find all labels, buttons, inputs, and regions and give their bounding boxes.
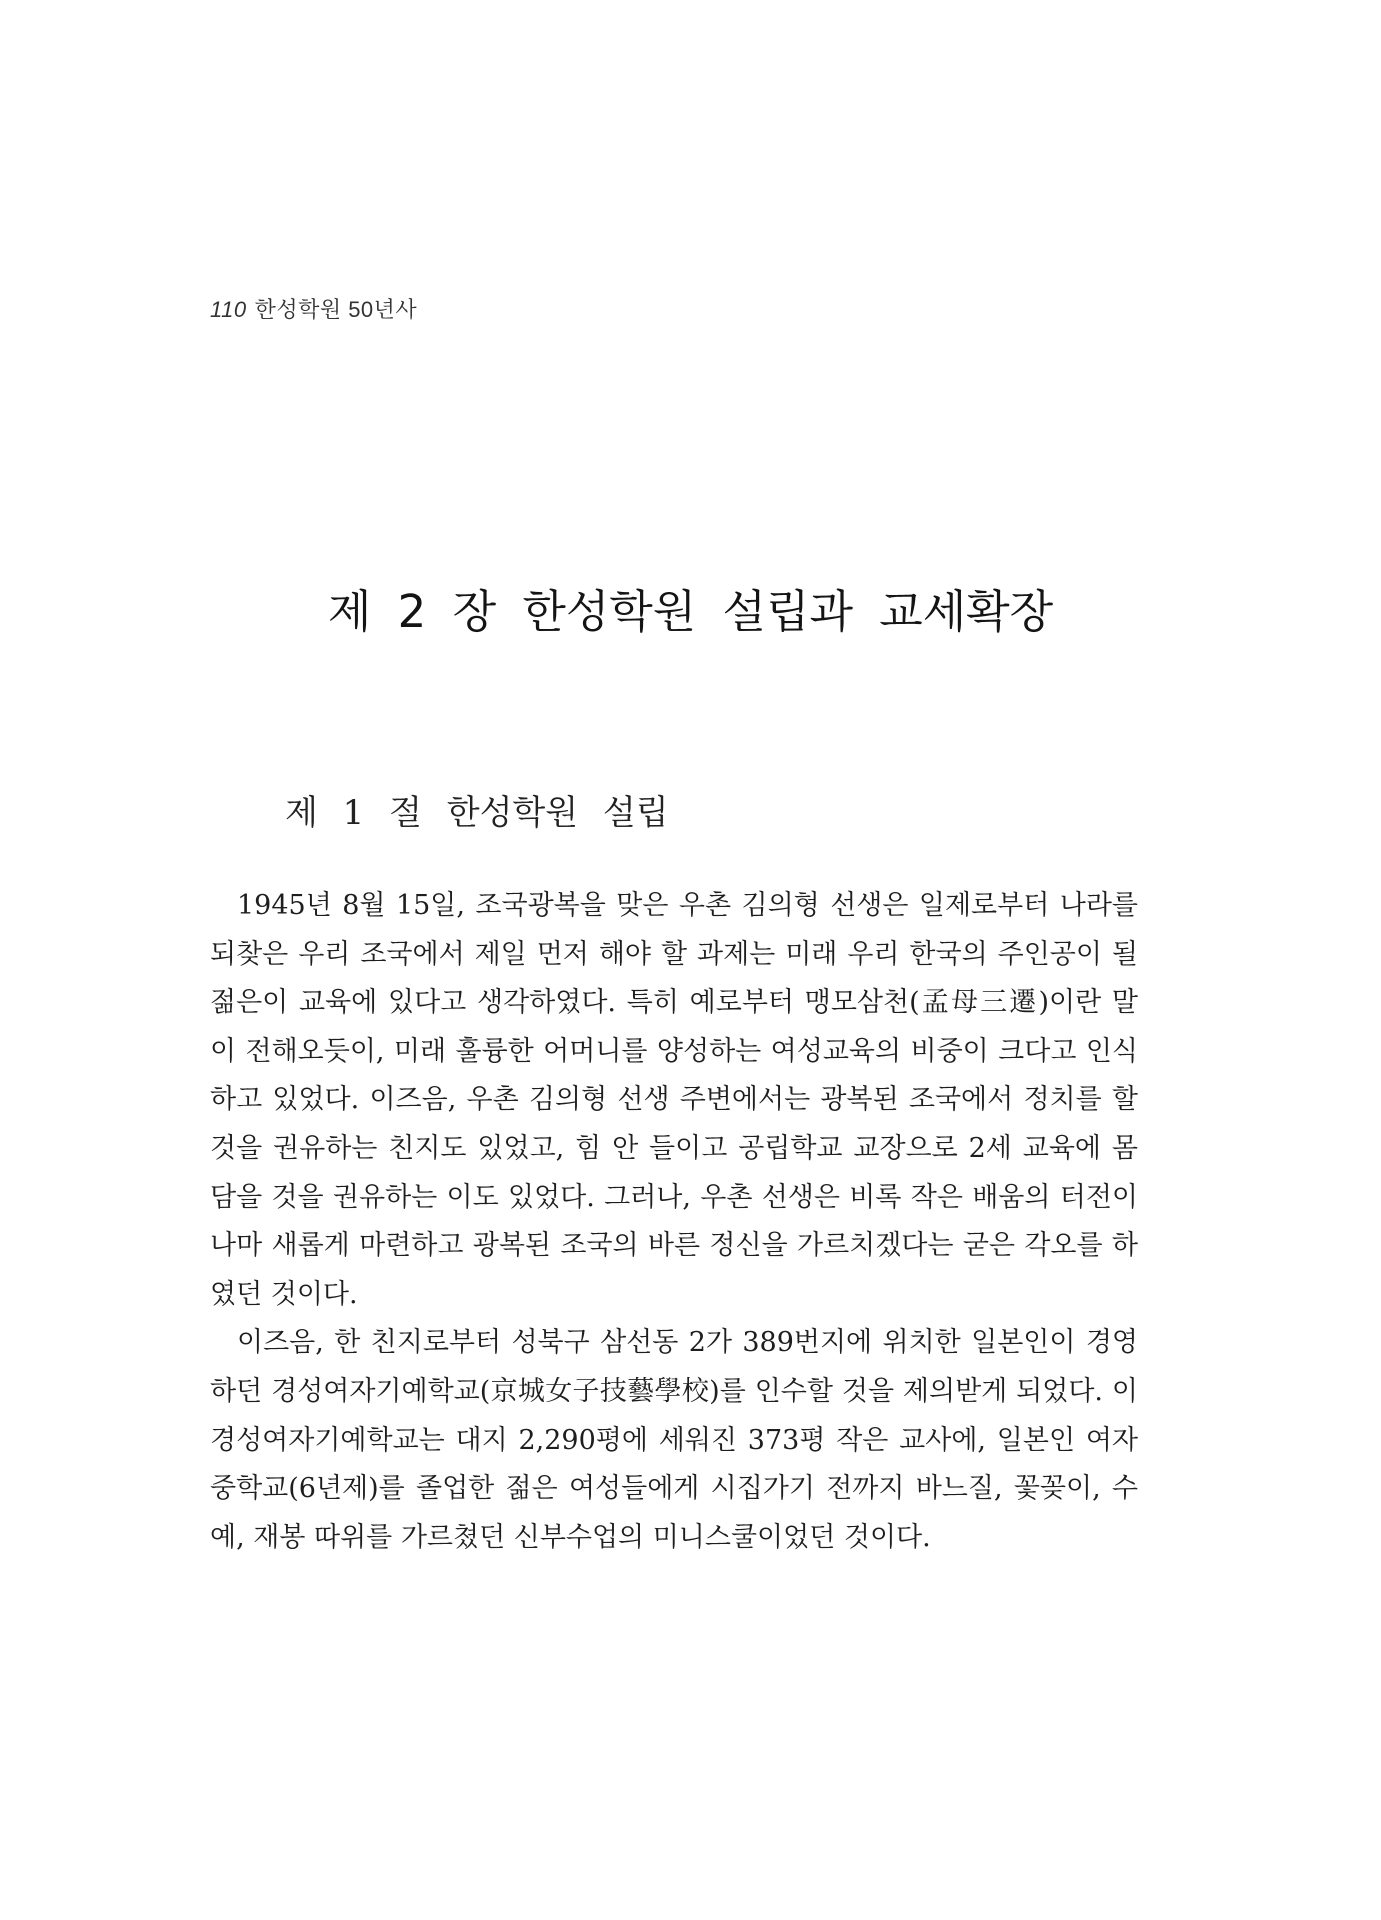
paragraph-2: 이즈음, 한 친지로부터 성북구 삼선동 2가 389번지에 위치한 일본인이 경영하던 경성여자기예학교(京城女子技藝學校)를 인수할 것을 제의받게 되었다. 이 경성여자기예학교는 대지 2,290평에 세워진 373평 작은 교사에, 일본인 여자중학교(6년제)를 졸업한 젊은 여성들에게 시집가기 전까지 바느질, 꽃꽂이, 수예, 재봉 따위를 가르쳤던 신부수업의 미니스쿨이었던 것이다. xyxy=(210,1327,1138,1553)
book-title: 한성학원 50년사 xyxy=(254,297,418,322)
chapter-title: 제 2 장 한성학원 설립과 교세확장 xyxy=(327,585,1054,638)
running-header xyxy=(210,293,417,324)
page-number: 110 xyxy=(210,297,247,322)
paragraph-1: 1945년 8월 15일, 조국광복을 맞은 우촌 김의형 선생은 일제로부터 나라를 되찾은 우리 조국에서 제일 먼저 해야 할 과제는 미래 우리 한국의 주인공이 될 젊은이 교육에 있다고 생각하였다. 특히 예로부터 맹모삼천(孟母三遷)이란 말이 전해오듯이, 미래 훌륭한 어머니를 양성하는 여성교육의 비중이 크다고 인식하고 있었다. 이즈음, 우촌 김의형 선생 주변에서는 광복된 조국에서 정치를 할 것을 권유하는 친지도 있었고, 힘 안 들이고 공립학교 교장으로 2세 교육에 몸담을 것을 권유하는 이도 있었다. 그러나, 우촌 선생은 비록 작은 배움의 터전이나마 새롭게 마련하고 광복된 조국의 바른 정신을 가르치겠다는 굳은 각오를 하였던 것이다. xyxy=(210,890,1138,1310)
section-title: 제 1 절 한성학원 설립 xyxy=(285,793,669,833)
body-text xyxy=(210,882,1138,1562)
